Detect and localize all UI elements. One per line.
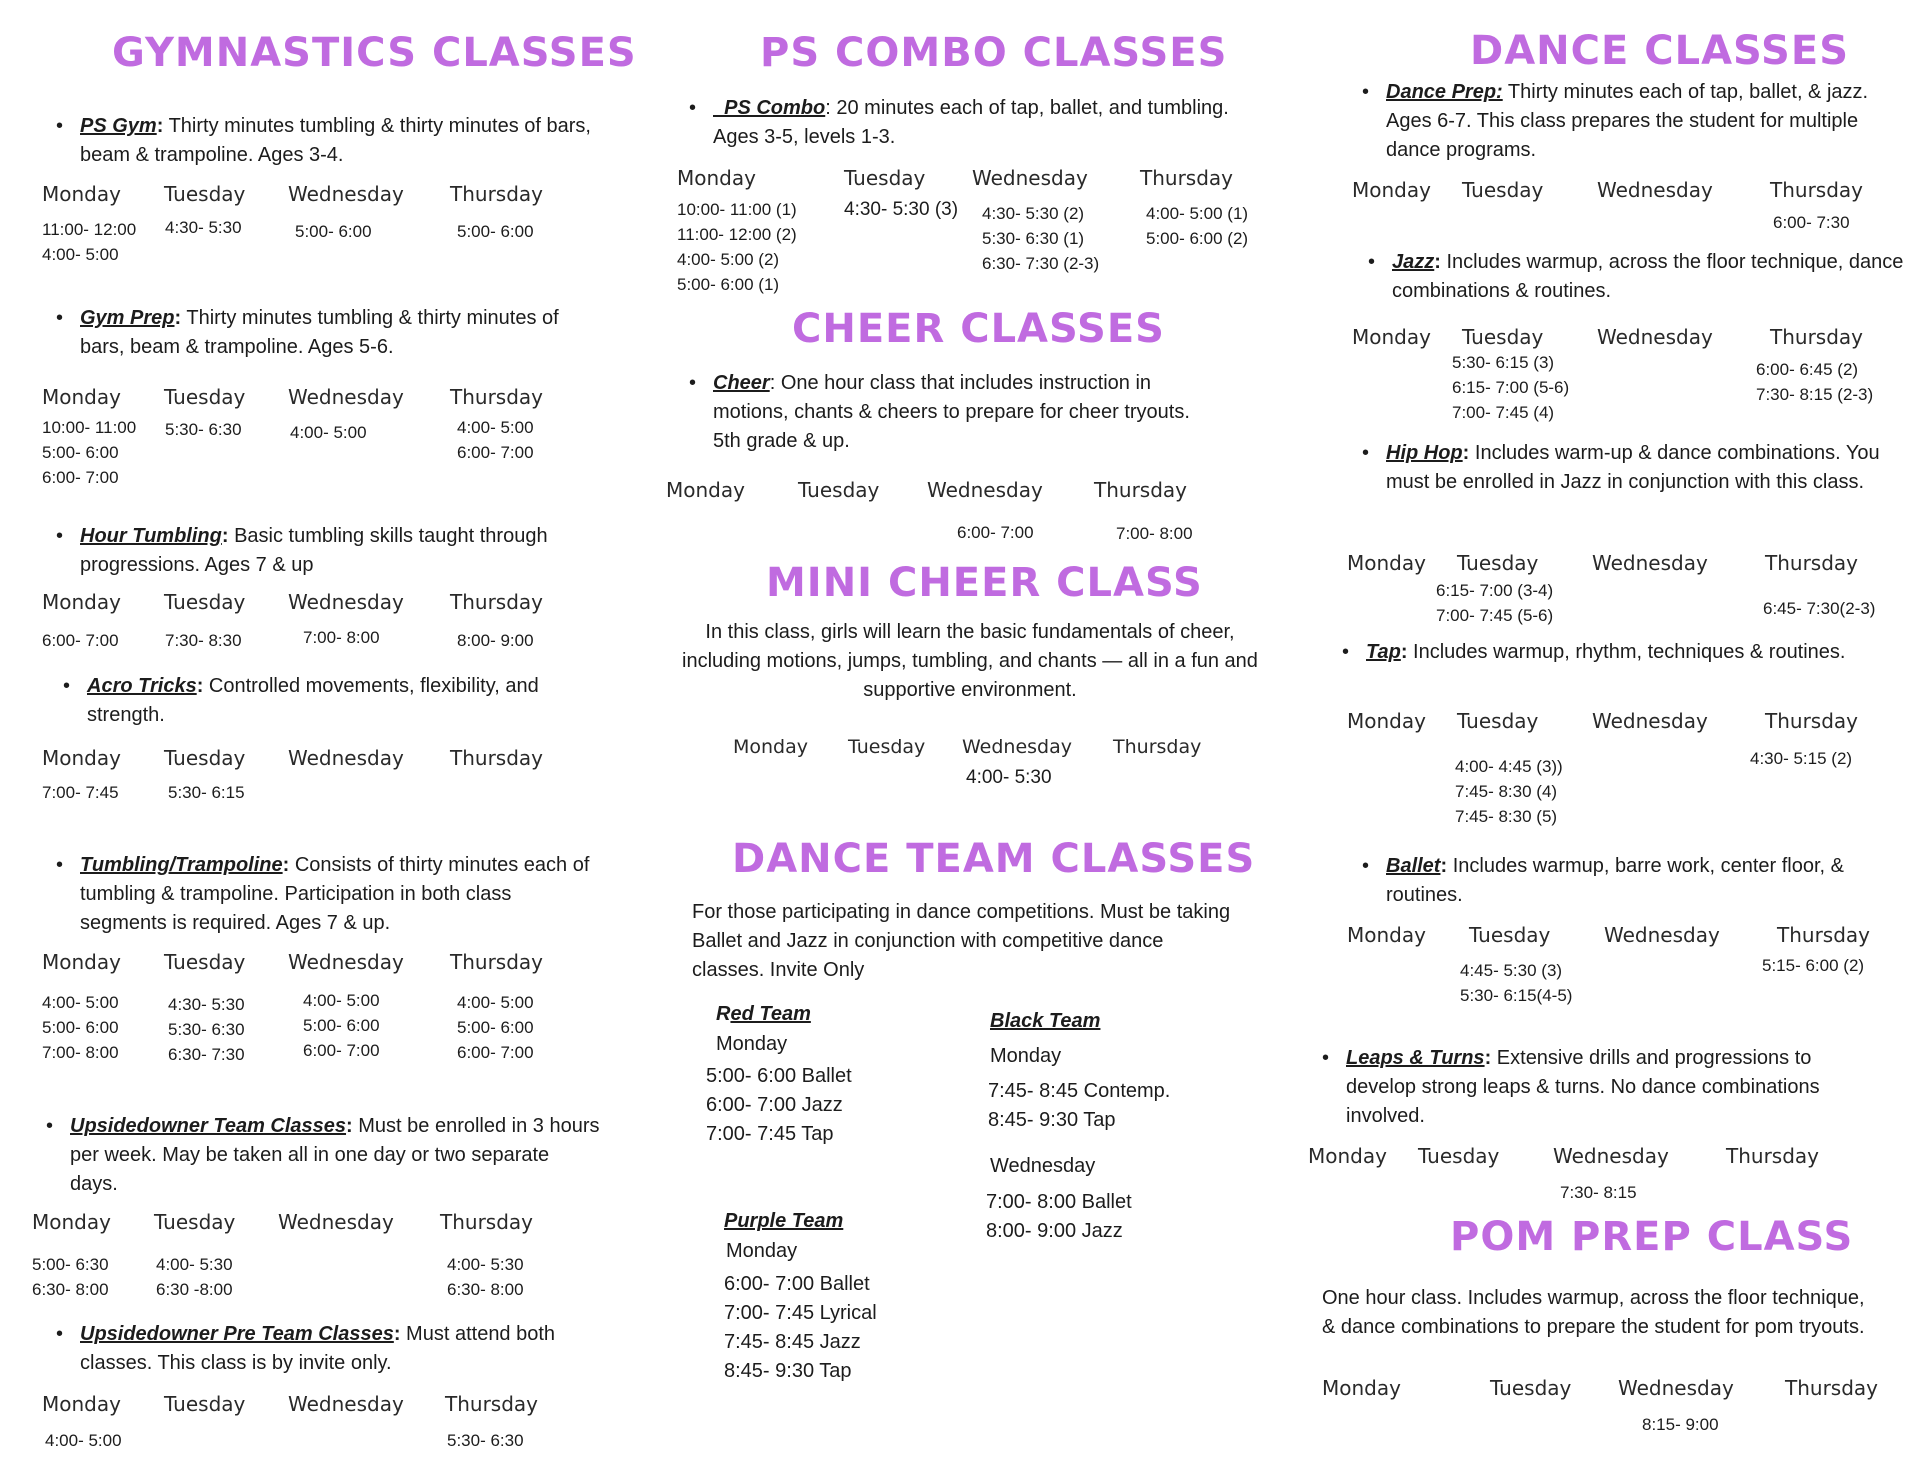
class-text: Must attend both classes. This class is by invite only. — [80, 1323, 556, 1374]
thursday-times: 6:00- 7:30 — [1773, 213, 1850, 232]
day-label: Wednesday — [962, 736, 1073, 758]
day-label: Monday — [1347, 923, 1426, 947]
day-label: Monday — [666, 478, 745, 502]
tuesday-times: 5:30- 6:15 (3) 6:15- 7:00 (5-6) 7:00- 7:45 (4) — [1452, 353, 1570, 422]
class-name: PS Combo — [713, 97, 826, 119]
upsidedowner-pre-team-description — [80, 1320, 600, 1378]
day-label: Monday — [1352, 325, 1431, 349]
team-day-label: Monday — [726, 1240, 798, 1262]
day-label: Monday — [42, 1392, 121, 1416]
thursday-times: 8:00- 9:00 — [457, 631, 534, 650]
day-label: Wednesday — [1604, 923, 1720, 947]
tumbling-trampoline-description — [80, 851, 600, 938]
day-label: Monday — [1352, 178, 1431, 202]
purple-team-name: Purple Team — [724, 1210, 844, 1232]
day-label: Wednesday — [972, 166, 1088, 190]
wednesday-times: 7:00- 8:00 — [303, 628, 380, 647]
separator: : — [221, 525, 229, 547]
separator: : — [1400, 641, 1408, 663]
day-label: Tuesday — [1462, 178, 1544, 202]
day-label: Wednesday — [288, 1392, 404, 1416]
ps-combo-description — [713, 94, 1233, 152]
wednesday-times: 7:30- 8:15 — [1560, 1183, 1637, 1202]
class-text: Thirty minutes tumbling & thirty minutes of bars, beam & trampoline. Ages 3-4. — [80, 115, 591, 166]
dance-team-heading: DANCE TEAM CLASSES — [732, 836, 1256, 882]
tuesday-times: 4:30- 5:30 — [165, 218, 242, 237]
thursday-times: 4:00- 5:30 6:30- 8:00 — [447, 1255, 524, 1299]
purple-team-schedule: 6:00- 7:00 Ballet 7:00- 7:45 Lyrical 7:45- 8:45 Jazz 8:45- 9:30 Tap — [724, 1273, 877, 1382]
class-name: Tumbling/Trampoline — [80, 854, 283, 876]
day-label: Wednesday — [1592, 709, 1708, 733]
day-label: Wednesday — [278, 1210, 394, 1234]
thursday-times: 4:00- 5:00 5:00- 6:00 6:00- 7:00 — [457, 993, 534, 1062]
monday-times: 6:00- 7:00 — [42, 631, 119, 650]
day-label: Thursday — [450, 746, 543, 770]
acro-tricks-description — [87, 672, 607, 730]
tuesday-times: 4:30- 5:30 (3) — [844, 199, 959, 220]
day-label: Thursday — [1726, 1144, 1819, 1168]
day-label: Monday — [32, 1210, 111, 1234]
monday-times: 4:00- 5:00 — [45, 1431, 122, 1450]
hour-tumbling-description — [80, 522, 610, 580]
thursday-times: 5:15- 6:00 (2) — [1762, 956, 1865, 975]
class-text: Must be enrolled in 3 hours per week. May be taken all in one day or two separate days. — [70, 1115, 600, 1195]
thursday-times: 4:00- 5:00 (1) 5:00- 6:00 (2) — [1146, 204, 1249, 248]
day-label: Monday — [42, 385, 121, 409]
day-label: Thursday — [440, 1210, 533, 1234]
ballet-description — [1386, 852, 1906, 910]
monday-times: 10:00- 11:00 5:00- 6:00 6:00- 7:00 — [42, 418, 137, 487]
day-label: Wednesday — [288, 950, 404, 974]
separator: : — [346, 1115, 353, 1137]
black-team-wednesday-schedule: 7:00- 8:00 Ballet 8:00- 9:00 Jazz — [986, 1191, 1132, 1242]
hip-hop-description — [1386, 439, 1906, 497]
day-label: Wednesday — [1592, 551, 1708, 575]
class-name: Acro Tricks — [87, 675, 197, 697]
separator: : — [393, 1323, 401, 1345]
day-label: Thursday — [450, 950, 543, 974]
day-label: Thursday — [1765, 709, 1858, 733]
day-label: Thursday — [450, 182, 543, 206]
day-label: Monday — [42, 590, 121, 614]
thursday-times: 7:00- 8:00 — [1116, 524, 1193, 543]
day-label: Monday — [1308, 1144, 1387, 1168]
monday-times: 7:00- 7:45 — [42, 783, 119, 802]
wednesday-times: 6:00- 7:00 — [957, 523, 1034, 542]
day-label: Thursday — [1765, 551, 1858, 575]
tuesday-times: 5:30- 6:15 — [168, 783, 245, 802]
team-day-label: Wednesday — [990, 1155, 1096, 1177]
monday-times: 10:00- 11:00 (1) 11:00- 12:00 (2) 4:00- 5:00 (2) 5:00- 6:00 (1) — [677, 200, 797, 294]
thursday-times: 4:30- 5:15 (2) — [1750, 749, 1853, 768]
day-label: Thursday — [1770, 325, 1863, 349]
class-text: Thirty minutes tumbling & thirty minutes of bars, beam & trampoline. Ages 5-6. — [80, 307, 559, 358]
class-name: Dance Prep: — [1386, 81, 1503, 103]
class-text: Includes warm-up & dance combinations. You must be enrolled in Jazz in conjunction with this class. — [1386, 442, 1880, 493]
day-label: Thursday — [1140, 166, 1233, 190]
class-name: Cheer — [713, 372, 770, 394]
team-day-label: Monday — [990, 1045, 1062, 1067]
dance-team-description: For those participating in dance competitions. Must be taking Ballet and Jazz in conjunction with competitive dance classes. Invite Only — [692, 901, 1231, 981]
day-label: Thursday — [1777, 923, 1870, 947]
separator: : — [282, 854, 290, 876]
monday-times: 11:00- 12:00 4:00- 5:00 — [42, 220, 137, 264]
mini-cheer-description: In this class, girls will learn the basic fundamentals of cheer, including motions, jumps, tumbling, and chants — all in a fun and supportive environment. — [682, 621, 1258, 701]
dance-prep-description — [1386, 78, 1906, 165]
mini-cheer-heading: MINI CHEER CLASS — [766, 560, 1203, 606]
separator: : — [1440, 855, 1448, 877]
day-label: Monday — [733, 736, 809, 758]
day-label: Tuesday — [164, 950, 246, 974]
thursday-times: 5:30- 6:30 — [447, 1431, 524, 1450]
class-text: Includes warmup, across the floor technique, dance combinations & routines. — [1392, 251, 1904, 302]
day-label: Monday — [42, 746, 121, 770]
separator: : — [1434, 251, 1441, 273]
day-label: Monday — [42, 950, 121, 974]
day-label: Wednesday — [1597, 178, 1713, 202]
thursday-times: 4:00- 5:00 6:00- 7:00 — [457, 418, 534, 462]
day-label: Wednesday — [927, 478, 1043, 502]
tuesday-times: 4:00- 4:45 (3)) 7:45- 8:30 (4) 7:45- 8:30 (5) — [1455, 757, 1563, 826]
team-day-label: Monday — [716, 1033, 788, 1055]
day-label: Tuesday — [1462, 325, 1544, 349]
monday-times: 5:00- 6:30 6:30- 8:00 — [32, 1255, 109, 1299]
day-label: Wednesday — [1618, 1376, 1734, 1400]
class-text: Includes warmup, rhythm, techniques & routines. — [1407, 641, 1846, 663]
day-label: Thursday — [450, 590, 543, 614]
separator: : — [196, 675, 204, 697]
class-text: One hour class that includes instruction in motions, chants & cheers to prepare for cheer tryouts. 5th grade & up. — [713, 372, 1190, 452]
day-label: Tuesday — [848, 736, 926, 758]
gym-prep-description — [80, 304, 600, 362]
black-team-name: Black Team — [990, 1010, 1101, 1032]
class-text: Includes warmup, barre work, center floor, & routines. — [1386, 855, 1844, 906]
day-label: Wednesday — [288, 385, 404, 409]
day-label: Monday — [1322, 1376, 1401, 1400]
gymnastics-heading: GYMNASTICS CLASSES — [112, 30, 637, 76]
separator: : — [769, 372, 776, 394]
day-label: Wednesday — [288, 182, 404, 206]
class-text: Basic tumbling skills taught through progressions. Ages 7 & up — [80, 525, 548, 576]
class-text: Controlled movements, flexibility, and strength. — [87, 675, 539, 726]
tap-description — [1366, 638, 1886, 667]
class-name: Upsidedowner Team Classes — [70, 1115, 347, 1137]
monday-times: 4:00- 5:00 5:00- 6:00 7:00- 8:00 — [42, 993, 119, 1062]
separator: : — [825, 97, 831, 119]
day-label: Tuesday — [1490, 1376, 1572, 1400]
day-label: Thursday — [445, 1392, 538, 1416]
day-label: Thursday — [1094, 478, 1187, 502]
day-label: Tuesday — [164, 746, 246, 770]
wednesday-times: 5:00- 6:00 — [295, 222, 372, 241]
separator: : — [174, 307, 182, 329]
separator: : — [156, 115, 164, 137]
class-name: Ballet — [1386, 855, 1441, 877]
class-name: Tap — [1366, 641, 1401, 663]
tuesday-times: 4:00- 5:30 6:30 -8:00 — [156, 1255, 233, 1299]
cheer-heading: CHEER CLASSES — [792, 306, 1165, 352]
pom-prep-description: One hour class. Includes warmup, across the floor technique, & dance combinations to prepare the student for pom tryouts. — [1322, 1287, 1865, 1338]
day-label: Tuesday — [164, 590, 246, 614]
wednesday-times: 4:00- 5:00 5:00- 6:00 6:00- 7:00 — [303, 991, 380, 1060]
day-label: Monday — [1347, 551, 1426, 575]
day-label: Wednesday — [1597, 325, 1713, 349]
thursday-times: 6:45- 7:30(2-3) — [1763, 599, 1876, 618]
day-label: Tuesday — [1469, 923, 1551, 947]
day-label: Thursday — [1785, 1376, 1878, 1400]
separator: : — [1462, 442, 1470, 464]
tuesday-times: 6:15- 7:00 (3-4) 7:00- 7:45 (5-6) — [1436, 581, 1554, 625]
thursday-times: 5:00- 6:00 — [457, 222, 534, 241]
class-name: PS Gym — [80, 115, 157, 137]
wednesday-times: 4:30- 5:30 (2) 5:30- 6:30 (1) 6:30- 7:30 (2-3) — [982, 204, 1100, 273]
class-text: Consists of thirty minutes each of tumbling & trampoline. Participation in both class segments is required. Ages 7 & up. — [80, 854, 590, 934]
day-label: Tuesday — [164, 182, 246, 206]
day-label: Thursday — [1770, 178, 1863, 202]
wednesday-times: 8:15- 9:00 — [1642, 1415, 1719, 1434]
class-name: Gym Prep — [80, 307, 175, 329]
day-label: Tuesday — [1457, 709, 1539, 733]
separator: : — [1484, 1047, 1492, 1069]
class-text: 20 minutes each of tap, ballet, and tumbling. Ages 3-5, levels 1-3. — [713, 97, 1229, 148]
day-label: Thursday — [450, 385, 543, 409]
tuesday-times: 4:30- 5:30 5:30- 6:30 6:30- 7:30 — [168, 995, 245, 1064]
thursday-times: 6:00- 6:45 (2) 7:30- 8:15 (2-3) — [1756, 360, 1874, 404]
day-label: Tuesday — [154, 1210, 236, 1234]
wednesday-times: 4:00- 5:00 — [290, 423, 367, 442]
black-team-monday-schedule: 7:45- 8:45 Contemp. 8:45- 9:30 Tap — [988, 1080, 1171, 1131]
tuesday-times: 7:30- 8:30 — [165, 631, 242, 650]
day-label: Tuesday — [164, 1392, 246, 1416]
day-label: Tuesday — [164, 385, 246, 409]
ps-gym-description — [80, 112, 600, 170]
red-team-name: Red Team — [716, 1003, 811, 1025]
cheer-description — [713, 369, 1213, 456]
day-label: Wednesday — [288, 590, 404, 614]
pom-prep-heading: POM PREP CLASS — [1450, 1214, 1854, 1260]
dance-heading: DANCE CLASSES — [1470, 28, 1849, 74]
day-label: Monday — [1347, 709, 1426, 733]
tuesday-times: 4:45- 5:30 (3) 5:30- 6:15(4-5) — [1460, 961, 1573, 1005]
ps-combo-heading: PS COMBO CLASSES — [760, 30, 1228, 76]
class-name: Hip Hop — [1386, 442, 1463, 464]
leaps-turns-description — [1346, 1044, 1876, 1131]
jazz-description — [1392, 248, 1912, 306]
class-name: Jazz — [1392, 251, 1435, 273]
day-label: Tuesday — [844, 166, 926, 190]
class-name: Leaps & Turns — [1346, 1047, 1485, 1069]
tuesday-times: 5:30- 6:30 — [165, 420, 242, 439]
day-label: Tuesday — [798, 478, 880, 502]
day-label: Tuesday — [1457, 551, 1539, 575]
class-name: Hour Tumbling — [80, 525, 222, 547]
day-label: Wednesday — [1553, 1144, 1669, 1168]
day-label: Thursday — [1113, 736, 1202, 758]
wednesday-times: 4:00- 5:30 — [966, 767, 1052, 788]
class-text: Extensive drills and progressions to develop strong leaps & turns. No dance combinations involved. — [1346, 1047, 1820, 1127]
red-team-schedule: 5:00- 6:00 Ballet 6:00- 7:00 Jazz 7:00- 7:45 Tap — [706, 1065, 852, 1145]
day-label: Tuesday — [1418, 1144, 1500, 1168]
day-label: Monday — [677, 166, 756, 190]
day-label: Wednesday — [288, 746, 404, 770]
day-label: Monday — [42, 182, 121, 206]
class-text: Thirty minutes each of tap, ballet, & jazz. Ages 6-7. This class prepares the student for multiple dance programs. — [1386, 81, 1869, 161]
class-name: Upsidedowner Pre Team Classes — [80, 1323, 394, 1345]
upsidedowner-team-description — [70, 1112, 600, 1199]
